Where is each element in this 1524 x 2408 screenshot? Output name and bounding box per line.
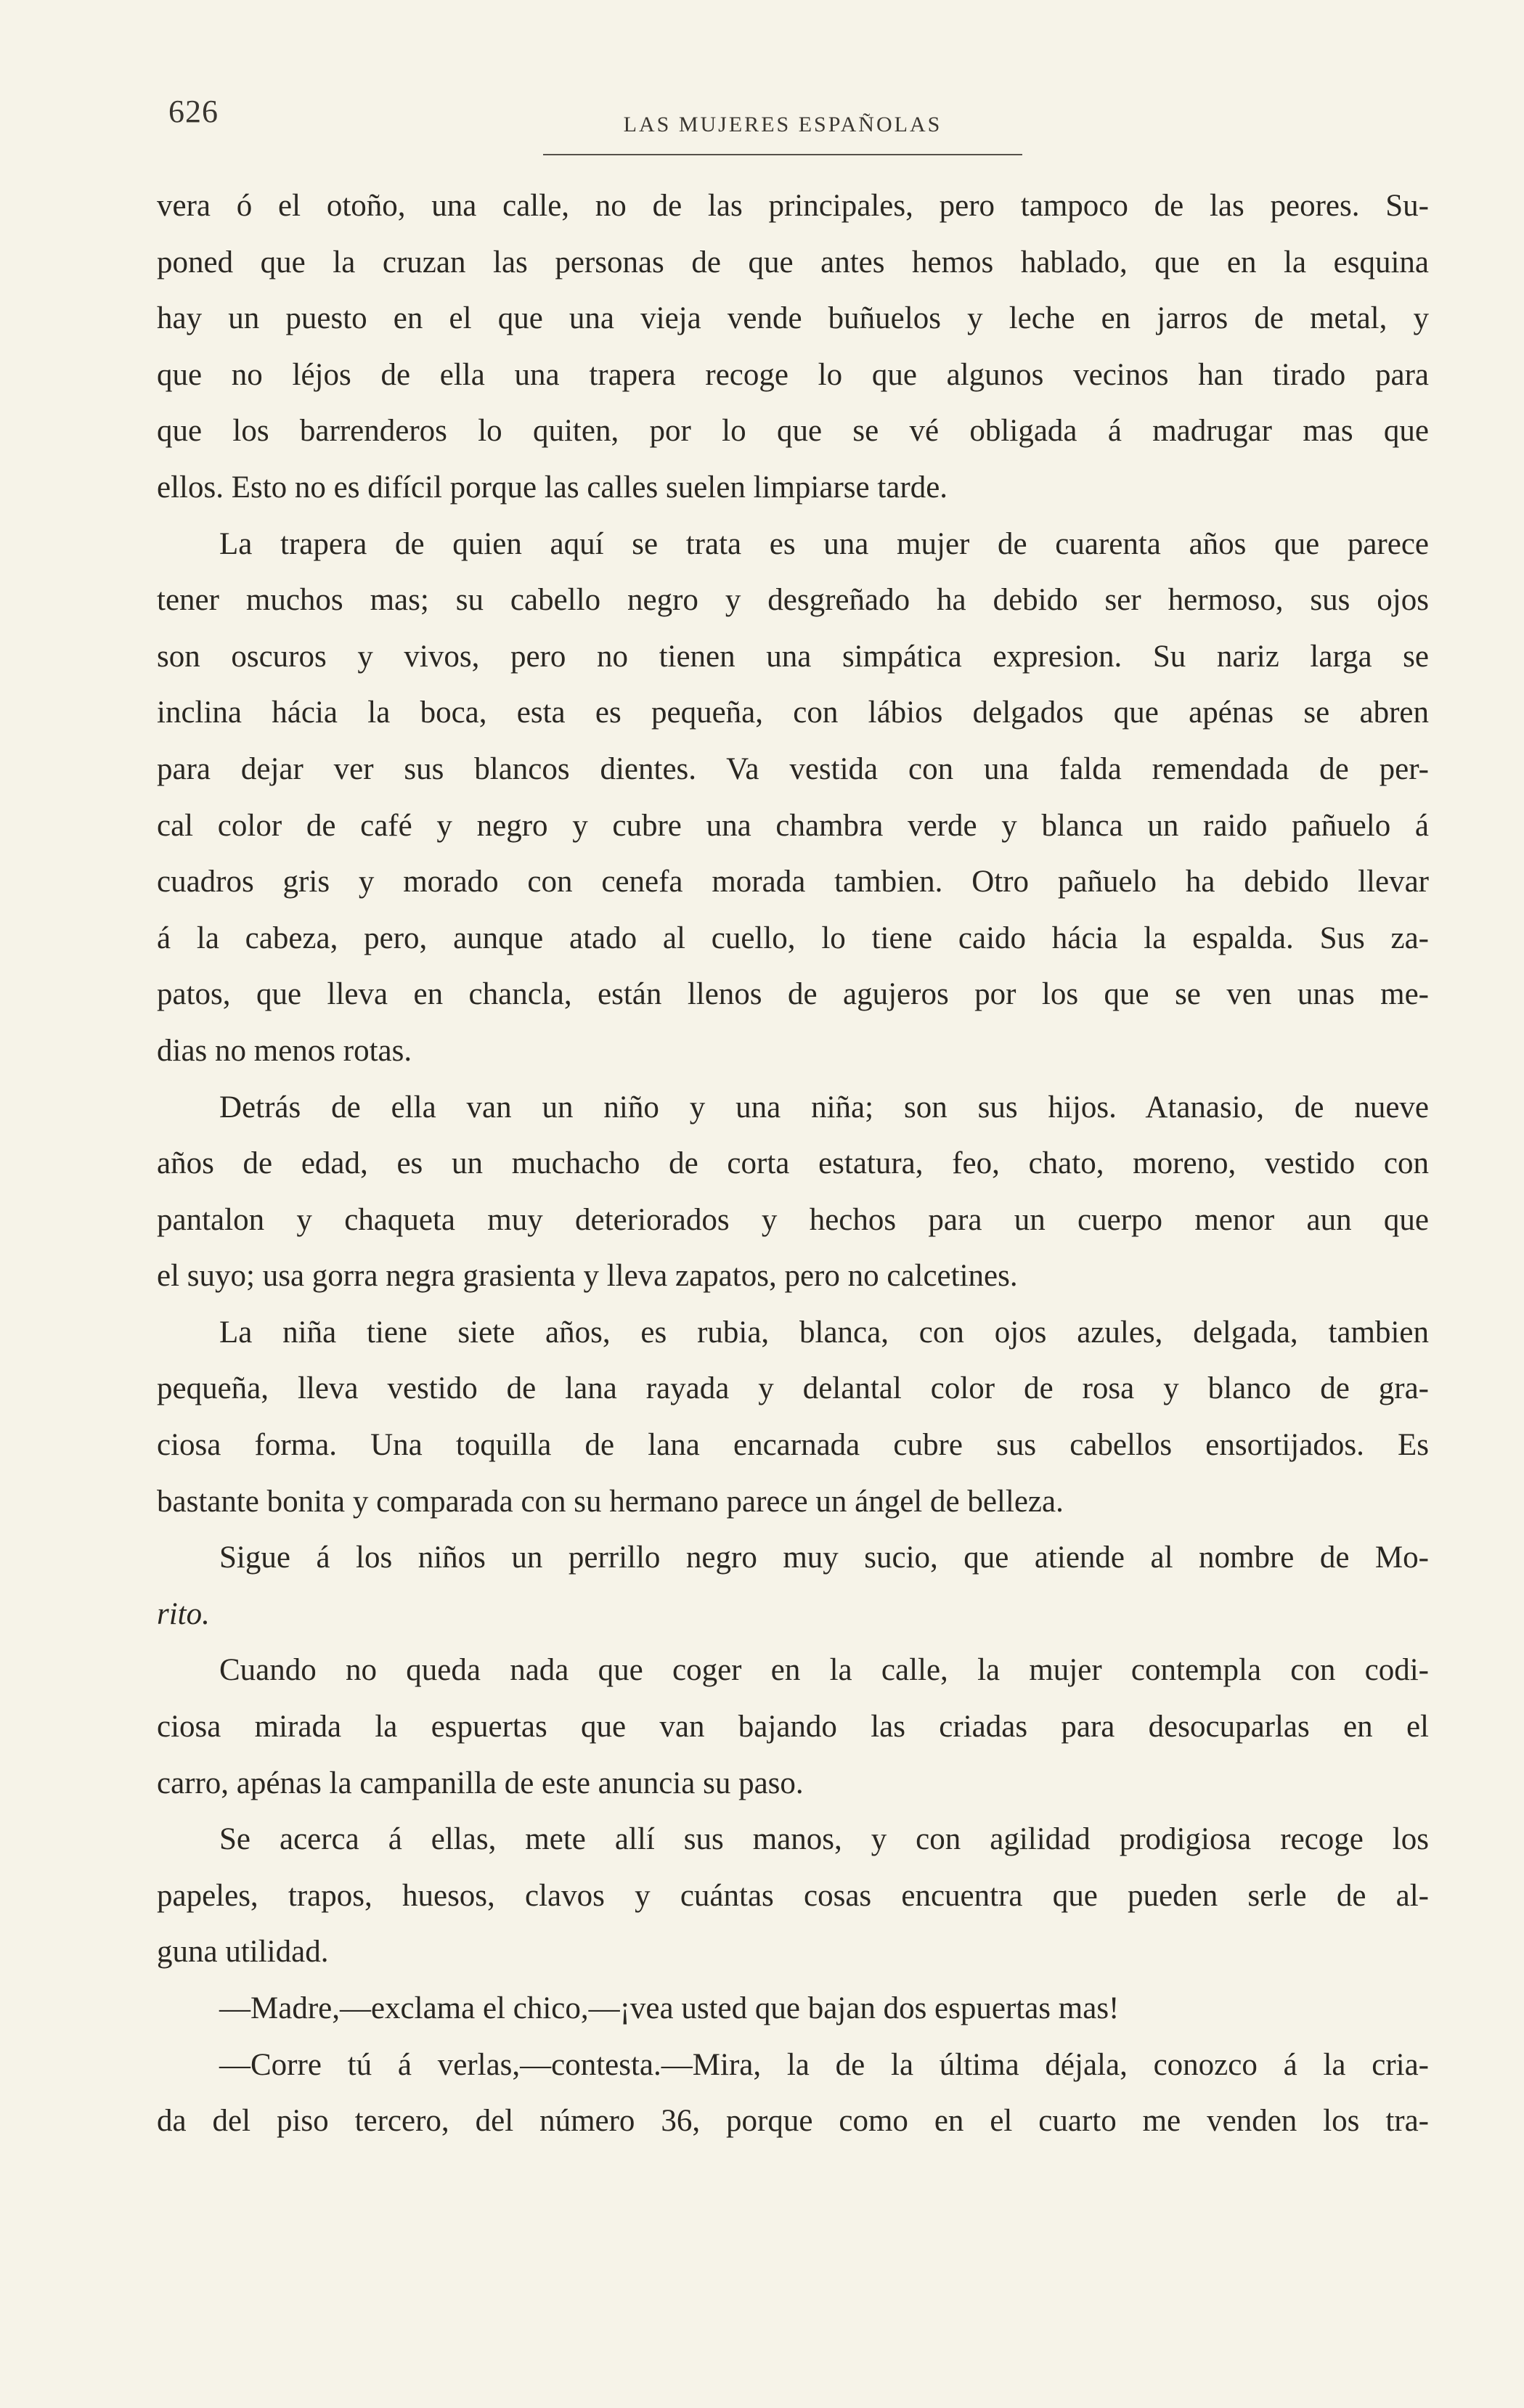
text-line: hay un puesto en el que una vieja vende buñuelos y leche en jarros de metal, y [157, 301, 1429, 336]
text-line: —Corre tú á verlas,—contesta.—Mira, la de la última déjala, conozco á la cria- [219, 2047, 1429, 2082]
text-line: ellos. Esto no es difícil porque las calles suelen limpiarse tarde. [157, 470, 948, 505]
text-line: tener muchos mas; su cabello negro y desgreñado ha debido ser hermoso, sus ojos [157, 583, 1429, 618]
text-line: son oscuros y vivos, pero no tienen una simpática expresion. Su nariz larga se [157, 639, 1429, 674]
text-line: vera ó el otoño, una calle, no de las principales, pero tampoco de las peores. Su- [157, 189, 1429, 223]
text-line: que los barrenderos lo quiten, por lo que se vé obligada á madrugar mas que [157, 414, 1429, 449]
text-line: papeles, trapos, huesos, clavos y cuántas cosas encuentra que pueden serle de al- [157, 1878, 1429, 1913]
text-line: ciosa mirada la espuertas que van bajando las criadas para desocuparlas en el [157, 1710, 1429, 1744]
text-line: poned que la cruzan las personas de que antes hemos hablado, que en la esquina [157, 245, 1429, 279]
text-line: el suyo; usa gorra negra grasienta y lleva zapatos, pero no calcetines. [157, 1259, 1018, 1294]
page-number: 626 [168, 94, 219, 129]
body-text [157, 178, 1429, 2150]
text-line: rito. [157, 1596, 210, 1631]
text-line: cal color de café y negro y cubre una chambra verde y blanca un raido pañuelo á [157, 808, 1429, 843]
text-line: La trapera de quien aquí se trata es una mujer de cuarenta años que parece [219, 526, 1429, 561]
text-line: patos, que lleva en chancla, están llenos de agujeros por los que se ven unas me- [157, 977, 1429, 1012]
text-line: pantalon y chaqueta muy deteriorados y hechos para un cuerpo menor aun que [157, 1202, 1429, 1237]
text-line: años de edad, es un muchacho de corta estatura, feo, chato, moreno, vestido con [157, 1146, 1429, 1181]
text-line: Se acerca á ellas, mete allí sus manos, y con agilidad prodigiosa recoge los [219, 1822, 1429, 1857]
text-line: cuadros gris y morado con cenefa morada tambien. Otro pañuelo ha debido llevar [157, 865, 1429, 899]
text-line: que no léjos de ella una trapera recoge lo que algunos vecinos han tirado para [157, 357, 1429, 392]
text-line: Sigue á los niños un perrillo negro muy sucio, que atiende al nombre de Mo- [219, 1540, 1429, 1575]
text-line: Detrás de ella van un niño y una niña; son sus hijos. Atanasio, de nueve [219, 1090, 1429, 1125]
text-line: La niña tiene siete años, es rubia, blanca, con ojos azules, delgada, tambien [219, 1315, 1429, 1350]
text-line: dias no menos rotas. [157, 1033, 412, 1068]
text-line: bastante bonita y comparada con su hermano parece un ángel de belleza. [157, 1484, 1064, 1519]
running-title: LAS MUJERES ESPAÑOLAS [623, 113, 942, 136]
text-line: ciosa forma. Una toquilla de lana encarnada cubre sus cabellos ensortijados. Es [157, 1428, 1429, 1463]
text-line: da del piso tercero, del número 36, porque como en el cuarto me venden los tra- [157, 2104, 1429, 2139]
text-line: guna utilidad. [157, 1935, 329, 1970]
text-line: pequeña, lleva vestido de lana rayada y delantal color de rosa y blanco de gra- [157, 1371, 1429, 1406]
text-line: para dejar ver sus blancos dientes. Va vestida con una falda remendada de per- [157, 751, 1429, 786]
text-line: Cuando no queda nada que coger en la calle, la mujer contempla con codi- [219, 1653, 1429, 1688]
text-line: á la cabeza, pero, aunque atado al cuello, lo tiene caido hácia la espalda. Sus za- [157, 921, 1429, 955]
text-line: inclina hácia la boca, esta es pequeña, con lábios delgados que apénas se abren [157, 695, 1429, 730]
text-line: carro, apénas la campanilla de este anuncia su paso. [157, 1766, 804, 1800]
header-rule [543, 154, 1022, 155]
text-line: —Madre,—exclama el chico,—¡vea usted que bajan dos espuertas mas! [219, 1991, 1120, 2025]
